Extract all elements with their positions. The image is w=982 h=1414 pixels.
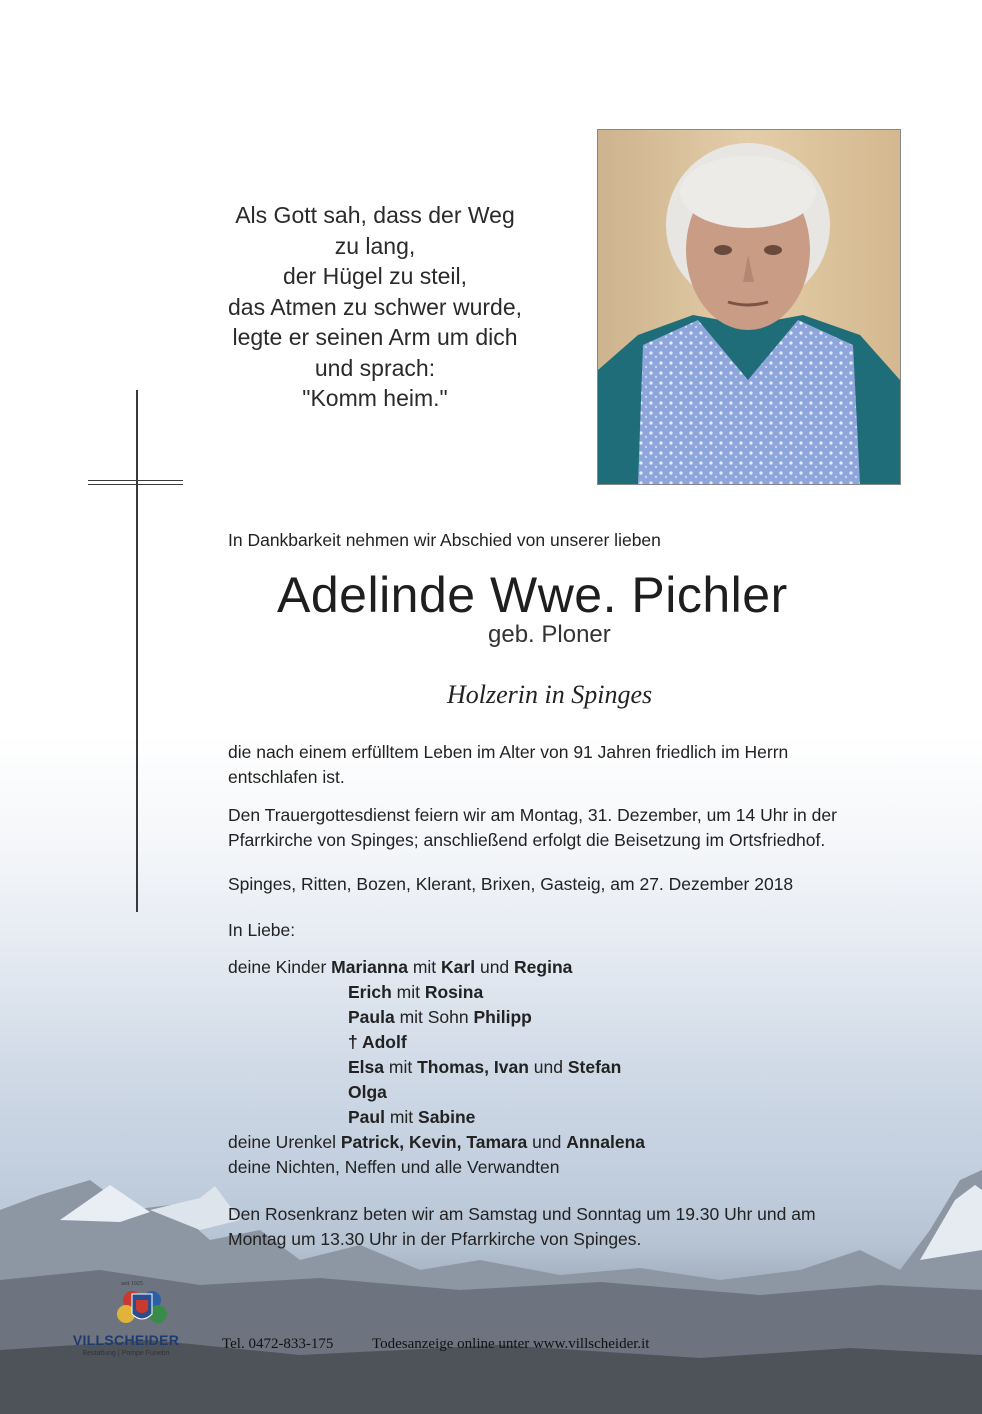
service-line: Den Trauergottesdienst feiern wir am Montag, 31. Dezember, um 14 Uhr in der — [228, 805, 837, 825]
family-row — [228, 955, 645, 980]
family-member: Philipp — [473, 1007, 532, 1027]
farewell-intro: In Dankbarkeit nehmen wir Abschied von unserer lieben — [228, 530, 661, 550]
family-member: Paula — [348, 1007, 395, 1027]
urenkel-prefix: deine Urenkel — [228, 1132, 336, 1152]
funeral-service-info — [228, 803, 868, 853]
connector: mit — [384, 1057, 418, 1077]
maiden-name: geb. Ploner — [488, 621, 611, 648]
cross-horizontal-bar — [88, 484, 183, 485]
connector: mit — [391, 982, 425, 1002]
family-row — [228, 1055, 645, 1080]
family-member: Paul — [348, 1107, 385, 1127]
family-member: Erich — [348, 982, 392, 1002]
poem-line: das Atmen zu schwer wurde, — [227, 293, 523, 320]
connector: mit — [407, 957, 442, 977]
death-statement — [228, 740, 868, 790]
family-member: Rosina — [424, 982, 484, 1002]
family-member: Elsa — [348, 1057, 384, 1077]
occupation: Holzerin in Spinges — [447, 680, 653, 709]
poem-line: der Hügel zu steil, — [282, 263, 468, 289]
poem-line: und sprach: — [314, 354, 436, 381]
footer-phone: Tel. 0472-833-175 — [222, 1336, 334, 1352]
cross-horizontal-bar — [88, 480, 183, 481]
death-line: entschlafen ist. — [228, 767, 345, 787]
death-line: die nach einem erfülltem Leben im Alter von 91 Jahren friedlich im Herrn — [228, 742, 789, 762]
connector: mit — [384, 1107, 419, 1127]
connector: mit Sohn — [394, 1007, 474, 1027]
footer-website[interactable]: Todesanzeige online unter www.villscheider.it — [372, 1336, 650, 1352]
rosary-info — [228, 1202, 816, 1252]
family-member: Marianna — [331, 957, 408, 977]
portrait-photo — [597, 129, 901, 485]
deceased-name: Adelinde Wwe. Pichler — [277, 567, 788, 623]
family-member: Sabine — [418, 1107, 476, 1127]
logo-since-text: seit 1925 — [121, 1281, 143, 1287]
logo-name: VILLSCHEIDER — [72, 1332, 180, 1348]
family-row — [228, 1130, 645, 1155]
family-row — [228, 1155, 645, 1180]
poem-line: legte er seinen Arm um dich — [232, 324, 518, 350]
family-member: Patrick, Kevin, Tamara — [340, 1132, 528, 1152]
family-row — [228, 1080, 645, 1105]
place-date-text: Spinges, Ritten, Bozen, Klerant, Brixen, Gasteig, am 27. Dezember 2018 — [228, 874, 794, 894]
family-member: Regina — [514, 957, 573, 977]
rosary-line: Den Rosenkranz beten wir am Samstag und Sonntag um 19.30 Uhr und am — [228, 1204, 816, 1224]
in-liebe-label: In Liebe: — [228, 920, 296, 940]
family-member: Stefan — [567, 1057, 622, 1077]
family-list — [228, 955, 645, 1180]
connector: und — [527, 1132, 567, 1152]
service-line: Pfarrkirche von Spinges; anschließend erfolgt die Beisetzung im Ortsfriedhof. — [228, 830, 826, 850]
connector: und — [528, 1057, 568, 1077]
family-row — [228, 1030, 645, 1055]
villscheider-crest-logo — [92, 1280, 192, 1360]
family-member: † Adolf — [348, 1032, 407, 1052]
cross-vertical-bar — [136, 390, 138, 912]
family-row — [228, 1005, 645, 1030]
kinder-prefix: deine Kinder — [228, 957, 327, 977]
poem-line: zu lang, — [334, 232, 416, 259]
poem — [190, 200, 560, 414]
family-member: Olga — [348, 1082, 387, 1102]
family-member: Annalena — [566, 1132, 646, 1152]
place-date — [228, 872, 868, 897]
rosary-line: Montag um 13.30 Uhr in der Pfarrkirche von Spinges. — [228, 1229, 642, 1249]
relatives-line: deine Nichten, Neffen und alle Verwandten — [228, 1157, 560, 1177]
family-member: Thomas, Ivan — [417, 1057, 529, 1077]
poem-line: "Komm heim." — [302, 385, 448, 411]
family-row — [228, 980, 645, 1005]
family-member: Karl — [441, 957, 476, 977]
family-row — [228, 1105, 645, 1130]
poem-line: Als Gott sah, dass der Weg — [235, 202, 515, 228]
logo-subtitle: Bestattung | Pompe Funebri — [82, 1350, 170, 1357]
connector: und — [475, 957, 515, 977]
